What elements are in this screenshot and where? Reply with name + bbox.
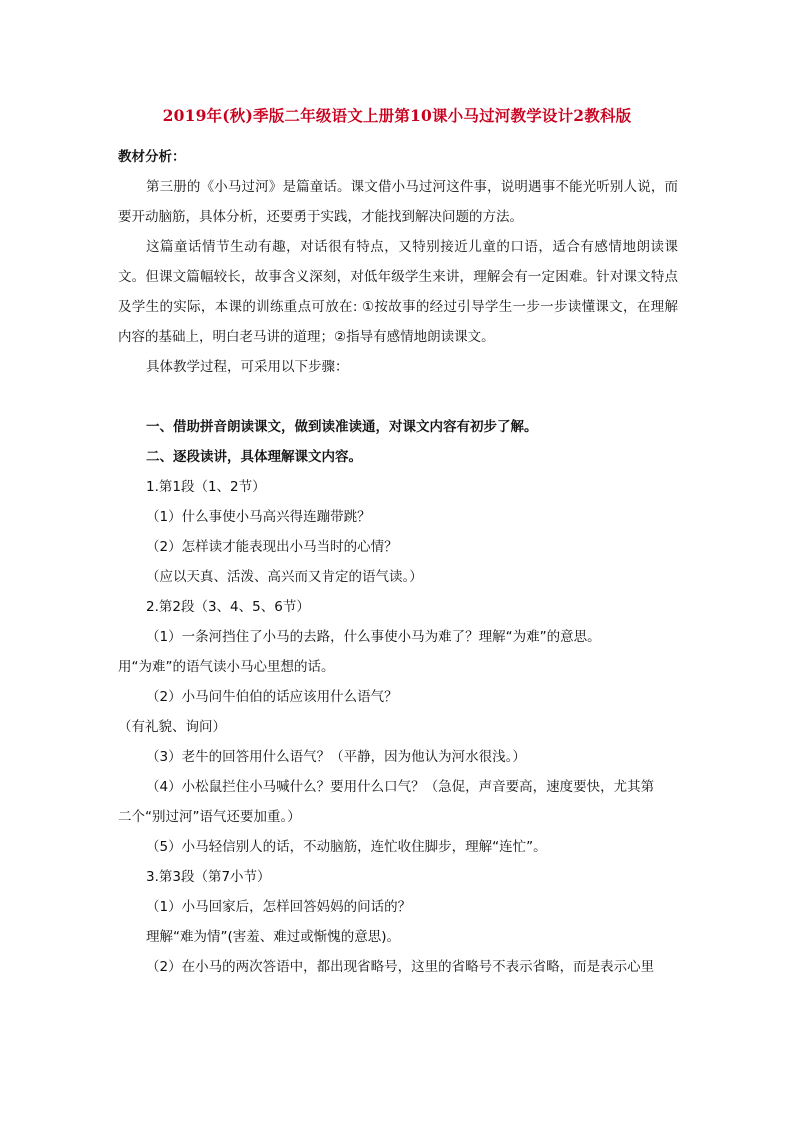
paragraph-teaching-steps: 具体教学过程，可采用以下步骤： <box>146 359 349 375</box>
list-item: 1.第1段（1、2节） <box>146 479 266 495</box>
list-item: （1）什么事使小马高兴得连蹦带跳？ <box>146 509 371 525</box>
paragraph-textbook-intro: 第三册的《小马过河》是篇童话。课文借小马过河这件事，说明遇事不能光听别人说，而要开动脑筋，具体分析，还要勇于实践，才能找到解决问题的方法。 <box>118 179 678 225</box>
list-item: 3.第3段（第7小节） <box>146 869 271 885</box>
list-item: （应以天真、活泼、高兴而又肯定的语气读。） <box>146 569 423 585</box>
list-item: （2）在小马的两次答语中，都出现省略号，这里的省略号不表示省略，而是表示心里 <box>146 959 655 975</box>
list-item: （4）小松鼠拦住小马喊什么？要用什么口气？（急促，声音要高，速度要快，尤其第 <box>146 779 655 795</box>
list-item: 用“为难”的语气读小马心里想的话。 <box>118 659 335 675</box>
list-item: （2）怎样读才能表现出小马当时的心情？ <box>146 539 398 555</box>
blank-line <box>118 382 678 412</box>
list-item: （2）小马问牛伯伯的话应该用什么语气？ <box>146 689 398 705</box>
list-item: （有礼貌、询问） <box>118 719 226 735</box>
list-item: （1）小马回家后，怎样回答妈妈的问话的？ <box>146 899 412 915</box>
list-item: 二个“别过河”语气还要加重。） <box>118 809 301 825</box>
document-title: 2019年(秋)季版二年级语文上册第10课小马过河教学设计2教科版 <box>162 106 632 125</box>
paragraph-textbook-analysis: 这篇童话情节生动有趣，对话很有特点，又特别接近儿童的口语，适合有感情地朗读课文。但课文篇幅较长，故事含义深刻，对低年级学生来讲，理解会有一定困难。针对课文特点及学生的实际，本课的训练重点可放在: ①按故事的经过引导学生一步一步读懂课文，在理解内容的基础上，明白老马讲的道理；②指导有感情地朗读课文。 <box>118 239 678 345</box>
step-heading-1: 一、借助拼音朗读课文，做到读准读通，对课文内容有初步了解。 <box>146 419 538 435</box>
list-item: 2.第2段（3、4、5、6节） <box>146 599 310 615</box>
list-item: （5）小马轻信别人的话，不动脑筋，连忙收住脚步，理解“连忙”。 <box>146 839 547 855</box>
list-item: （1）一条河挡住了小马的去路，什么事使小马为难了？理解“为难”的意思。 <box>146 629 601 645</box>
list-item: 理解“难为情”(害羞、难过或惭愧的意思)。 <box>146 929 401 945</box>
document-body <box>118 142 678 982</box>
list-item: （3）老牛的回答用什么语气？（平静，因为他认为河水很浅。） <box>146 749 526 765</box>
step-heading-2: 二、逐段读讲，具体理解课文内容。 <box>146 449 362 465</box>
section-heading: 教材分析： <box>118 149 186 165</box>
